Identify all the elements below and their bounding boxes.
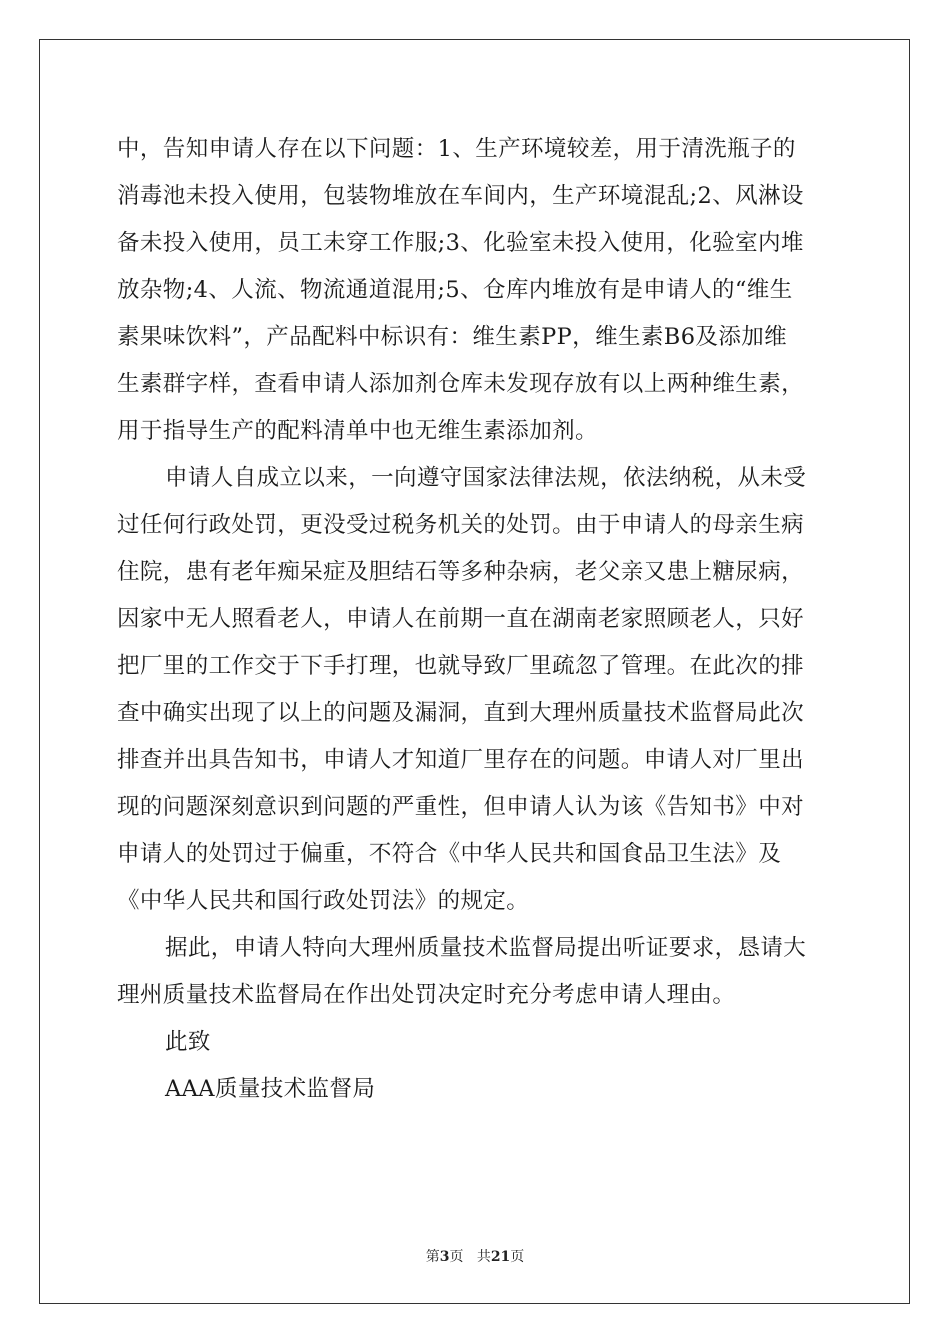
total-suffix: 页 — [510, 1249, 525, 1265]
text-line: 住院，患有老年痴呆症及胆结石等多种杂病，老父亲又患上糖尿病， — [117, 559, 805, 585]
page-suffix: 页 — [449, 1249, 464, 1265]
text-line: 过任何行政处罚，更没受过税务机关的处罚。由于申请人的母亲生病 — [117, 512, 805, 538]
document-body — [117, 126, 835, 1113]
text-line: 排查并出具告知书，申请人才知道厂里存在的问题。申请人对厂里出 — [117, 747, 805, 773]
page-number: 3 — [439, 1249, 450, 1265]
text-line: 理州质量技术监督局在作出处罚决定时充分考虑申请人理由。 — [117, 982, 736, 1008]
text-line: 消毒池未投入使用，包装物堆放在车间内，生产环境混乱;2、风淋设 — [117, 183, 804, 209]
text-line: 现的问题深刻意识到问题的严重性，但申请人认为该《告知书》中对 — [117, 794, 805, 820]
text-line: 查中确实出现了以上的问题及漏洞，直到大理州质量技术监督局此次 — [117, 700, 805, 726]
text-line: 《中华人民共和国行政处罚法》的规定。 — [117, 888, 530, 914]
paragraph-start-line: 申请人自成立以来，一向遵守国家法律法规，依法纳税，从未受 — [165, 465, 807, 491]
text-line: 备未投入使用，员工未穿工作服;3、化验室未投入使用，化验室内堆 — [117, 230, 804, 256]
page-footer — [0, 1246, 950, 1266]
text-line: 生素群字样，查看申请人添加剂仓库未发现存放有以上两种维生素， — [117, 371, 805, 397]
text-line: 因家中无人照看老人，申请人在前期一直在湖南老家照顾老人，只好 — [117, 606, 805, 632]
salutation-line: 此致 — [165, 1029, 211, 1055]
text-line: 申请人的处罚过于偏重，不符合《中华人民共和国食品卫生法》及 — [117, 841, 782, 867]
total-pages: 21 — [490, 1249, 511, 1265]
text-line: 素果味饮料”，产品配料中标识有：维生素PP，维生素B6及添加维 — [117, 324, 788, 350]
text-line: 把厂里的工作交于下手打理，也就导致厂里疏忽了管理。在此次的排 — [117, 653, 805, 679]
recipient-line: AAA质量技术监督局 — [165, 1076, 376, 1102]
total-prefix: 共 — [476, 1249, 491, 1265]
page-prefix: 第 — [425, 1249, 440, 1265]
text-line: 放杂物;4、人流、物流通道混用;5、仓库内堆放有是申请人的“维生 — [117, 277, 793, 303]
text-line: 用于指导生产的配料清单中也无维生素添加剂。 — [117, 418, 598, 444]
paragraph-start-line: 据此，申请人特向大理州质量技术监督局提出听证要求，恳请大 — [165, 935, 807, 961]
text-line: 中，告知申请人存在以下问题：1、生产环境较差，用于清洗瓶子的 — [117, 136, 796, 162]
